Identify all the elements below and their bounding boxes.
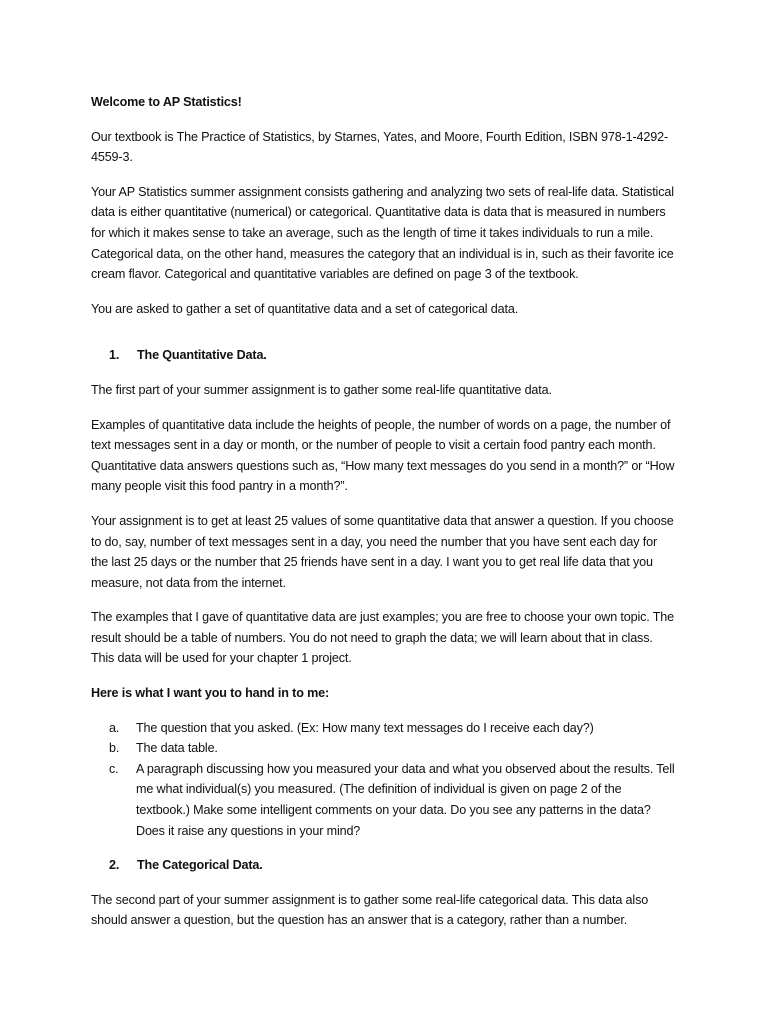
section-2-heading [91,855,676,876]
section-1-title: The Quantitative Data. [137,348,267,363]
section-2-paragraph-1: The second part of your summer assignment is to gather some real-life categorical data. This data also should answer a question, but the question has an answer that is a category, rather than a number. [91,892,649,928]
list-item-text: A paragraph discussing how you measured your data and what you observed about the results. Tell me what individual(s) you measured. (The definition of individual is given on page 2 of the textbook.) Make some intelligent comments on your data. Do you see any patterns in the data? Does it raise any questions in your mind? [136,761,675,838]
list-item [109,718,676,739]
list-marker: b. [109,741,120,756]
section-2-title: The Categorical Data. [137,858,263,873]
list-item-text: The data table. [136,741,218,756]
section-1-paragraph-4: The examples that I gave of quantitative data are just examples; you are free to choose your own topic. The result should be a table of numbers. You do not need to graph the data; we will learn about that in class. This data will be used for your chapter 1 project. [91,610,674,666]
section-1-paragraph-3: Your assignment is to get at least 25 values of some quantitative data that answer a question. If you choose to do, say, number of text messages sent in a day, you need the number that you have sent each day for the last 25 days or the number that 25 friends have sent in a day. I want you to get real life data that you measure, not data from the internet. [91,513,674,590]
ask-paragraph: You are asked to gather a set of quantitative data and a set of categorical data. [91,301,519,316]
section-1-paragraph-2: Examples of quantitative data include the heights of people, the number of words on a page, the number of text messages sent in a day or month, or the number of people to visit a certain food pantry each month. Quantitative data answers questions such as, “How many text messages do you send in a month?” or “How many people visit this food pantry in a month?”. [91,417,675,494]
document-page [91,92,676,945]
handin-heading: Here is what I want you to hand in to me: [91,686,330,701]
section-1-number: 1. [109,348,120,363]
list-item [109,738,676,759]
section-2-number: 2. [109,858,120,873]
list-marker: c. [109,761,119,776]
document-title: Welcome to AP Statistics! [91,95,242,109]
section-1-paragraph-1: The first part of your summer assignment is to gather some real-life quantitative data. [91,382,552,397]
handin-list [91,718,676,842]
list-marker: a. [109,720,120,735]
section-1-heading [91,345,676,366]
textbook-paragraph: Our textbook is The Practice of Statistics, by Starnes, Yates, and Moore, Fourth Edition, ISBN 978-1-4292-4559-3. [91,129,668,165]
intro-paragraph: Your AP Statistics summer assignment consists gathering and analyzing two sets of real-life data. Statistical data is either quantitative (numerical) or categorical. Quantitative data is data that is measured in numbers for which it makes sense to take an average, such as the length of time it takes individuals to run a mile. Categorical data, on the other hand, measures the category that an individual is in, such as their favorite ice cream flavor. Categorical and quantitative variables are defined on page 3 of the textbook. [91,184,674,282]
list-item-text: The question that you asked. (Ex: How many text messages do I receive each day?) [136,720,594,735]
list-item [109,759,676,841]
